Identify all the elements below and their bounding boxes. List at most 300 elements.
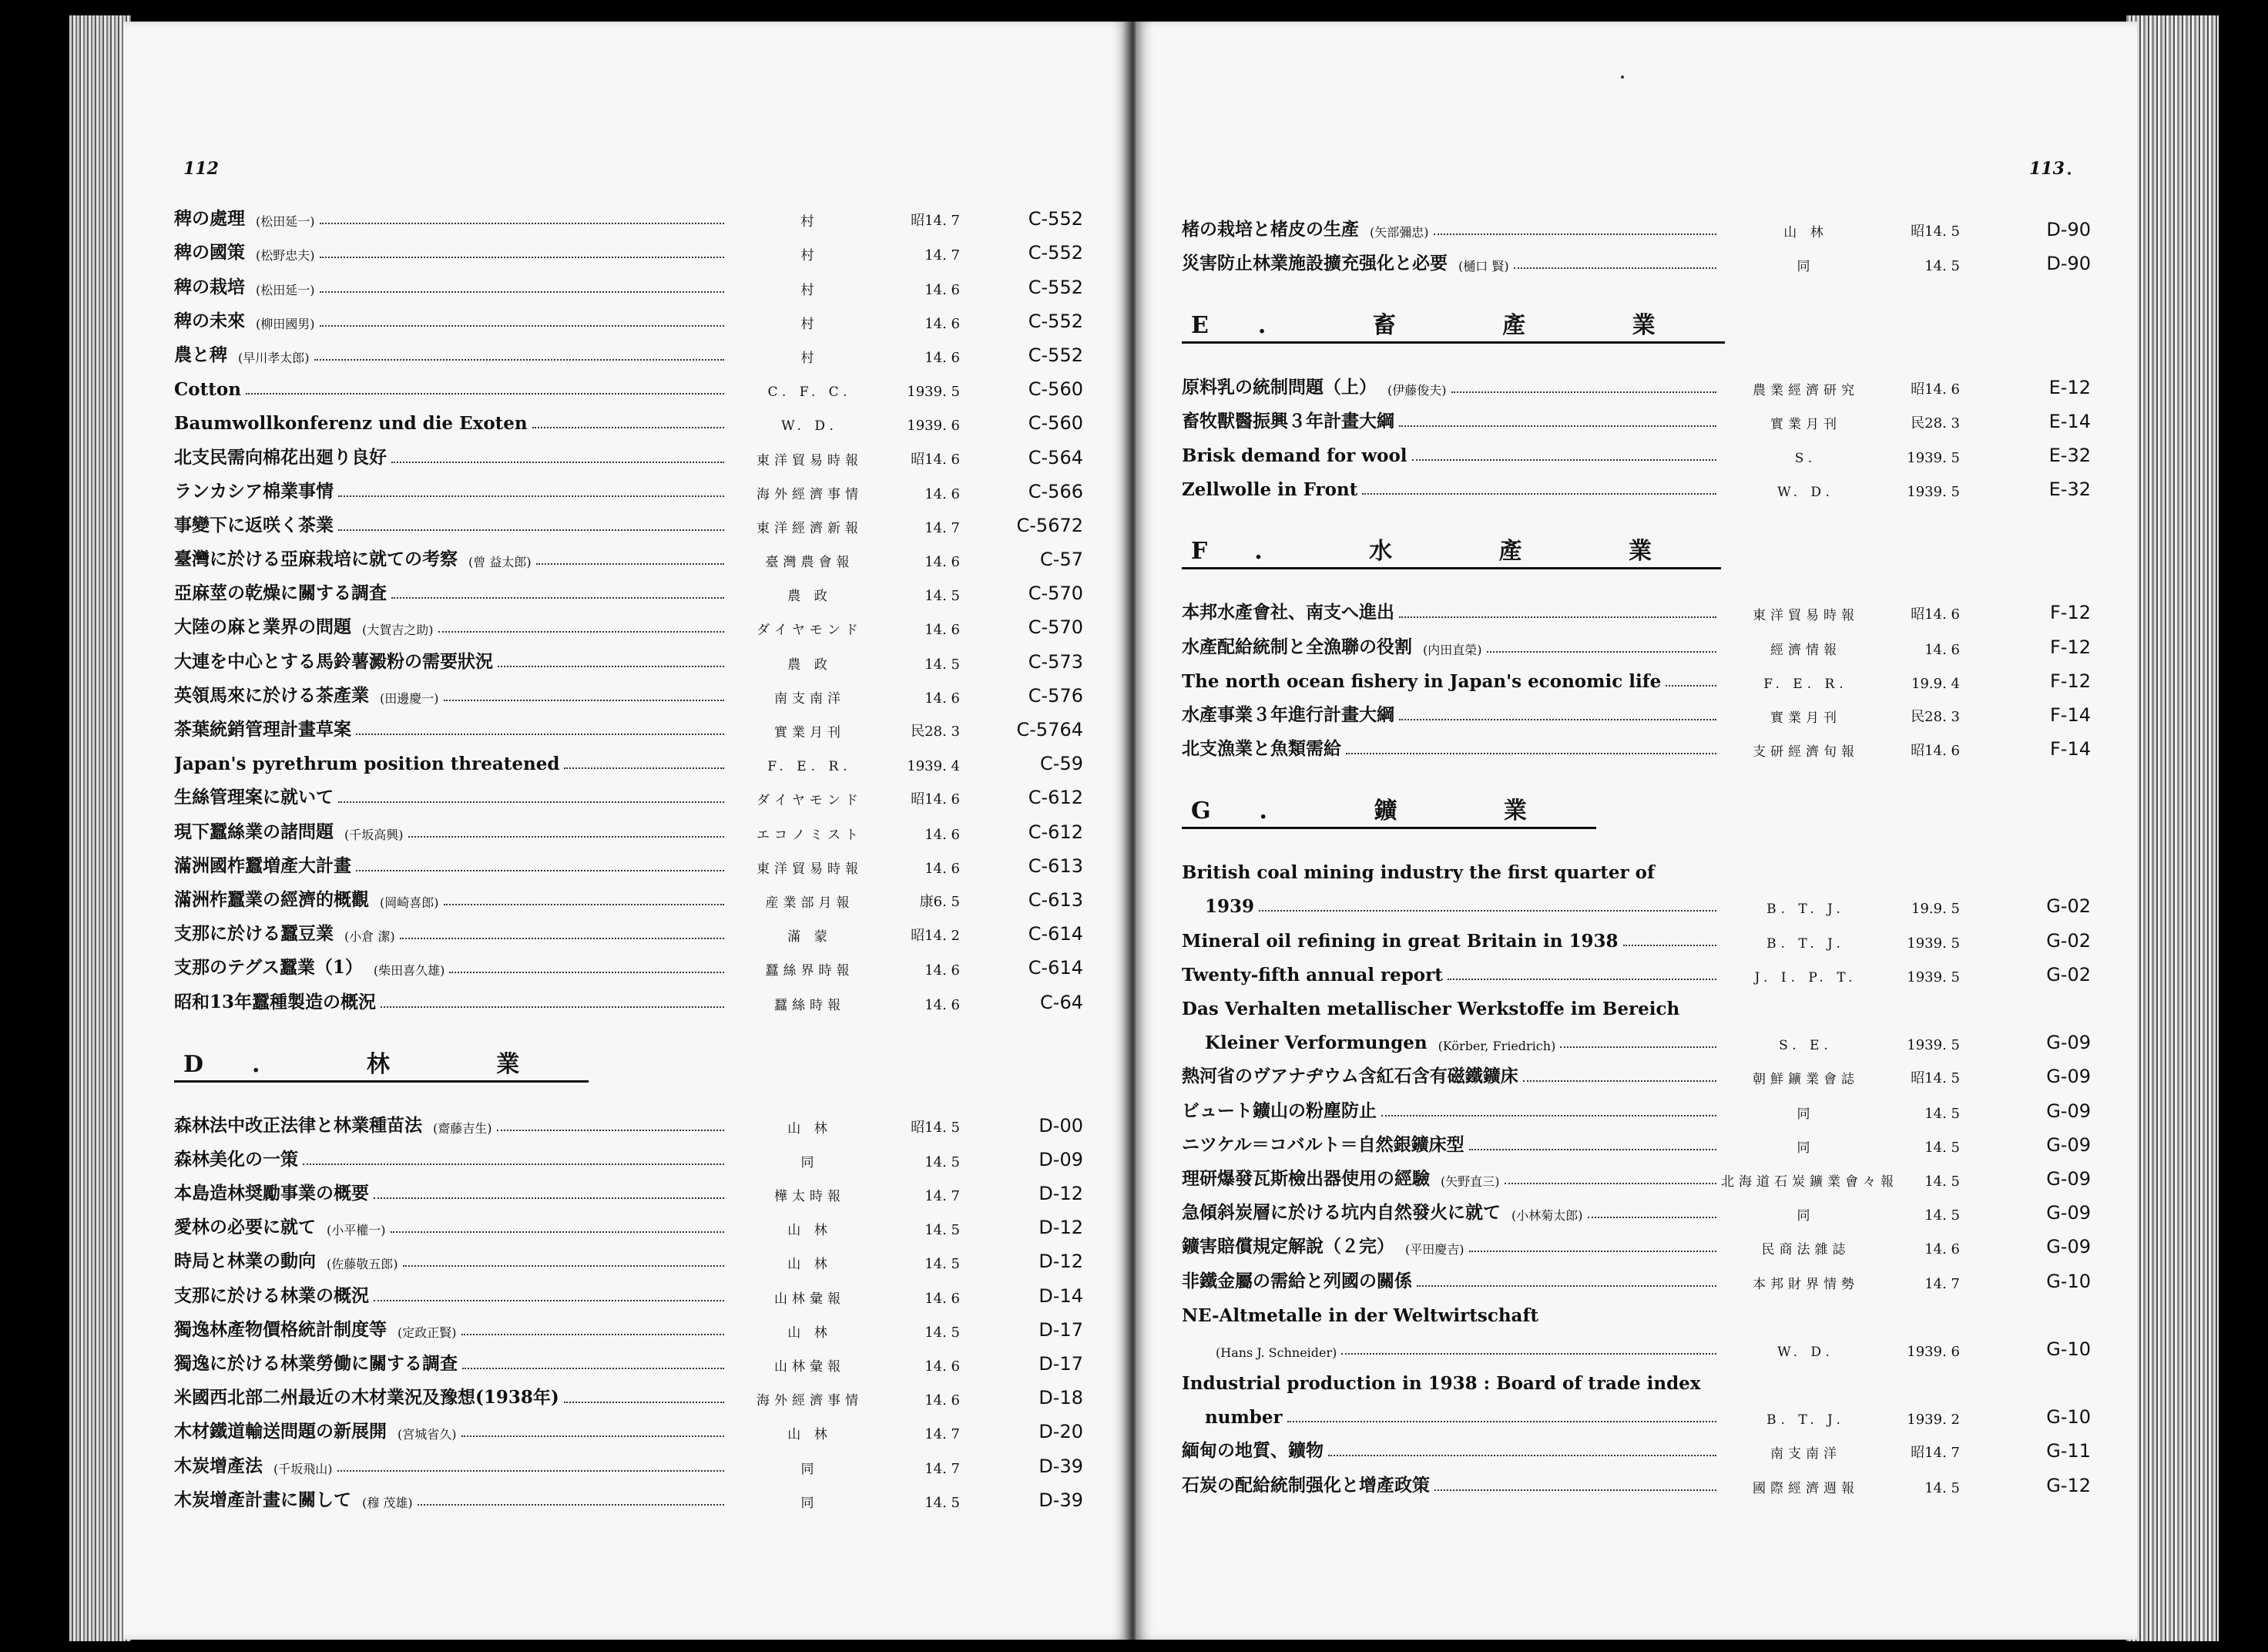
leader-dots bbox=[1341, 1352, 1716, 1355]
entry-title: 理研爆發瓦斯檢出器使用の經驗 bbox=[1182, 1167, 1430, 1189]
entry-title: 熱河省のヴアナヂウム含紅石含有磁鐵鑛床 bbox=[1182, 1066, 1518, 1087]
entry-title-cell bbox=[174, 1145, 729, 1170]
leader-dots bbox=[1399, 425, 1716, 427]
entry-source: 農業經濟研究 bbox=[1753, 382, 1859, 398]
entry-source: 東洋貿易時報 bbox=[1753, 608, 1859, 624]
section-heading bbox=[1182, 500, 2106, 574]
index-entry-row bbox=[174, 1272, 1095, 1306]
entry-title-cell bbox=[174, 851, 729, 877]
index-entry-row bbox=[174, 979, 1095, 1012]
entry-date: 14. 6 bbox=[924, 554, 960, 571]
entry-code: D-00 bbox=[1038, 1114, 1083, 1137]
entry-source: 國際經濟週報 bbox=[1753, 1480, 1859, 1496]
index-entry-row bbox=[174, 196, 1095, 230]
entry-date: 14. 6 bbox=[924, 996, 960, 1013]
entry-title-cell bbox=[174, 1383, 729, 1409]
entry-source: 農 政 bbox=[787, 656, 832, 673]
index-entry-row bbox=[1182, 1257, 2106, 1291]
index-entry-row bbox=[174, 1238, 1095, 1272]
entry-title-cell bbox=[174, 1486, 729, 1511]
left-page bbox=[123, 22, 1129, 1640]
entry-date: 14. 6 bbox=[924, 315, 960, 332]
entry-date: 14. 6 bbox=[924, 826, 960, 843]
entry-title-cell bbox=[174, 1281, 729, 1307]
entry-title: 大連を中心とする馬鈴薯澱粉の需要狀況 bbox=[174, 650, 493, 672]
entry-source: S. E. bbox=[1779, 1038, 1833, 1054]
entry-title-cell bbox=[174, 511, 729, 536]
leader-dots bbox=[320, 256, 725, 258]
entry-source: 同 bbox=[1797, 259, 1815, 275]
leader-dots bbox=[1487, 650, 1717, 653]
entry-code: D-20 bbox=[1038, 1421, 1083, 1443]
entry-code: D-09 bbox=[1038, 1148, 1083, 1170]
entry-date: 14. 5 bbox=[924, 656, 960, 673]
section-heading bbox=[1182, 760, 2106, 834]
entry-title: 原料乳の統制問題（上） bbox=[1182, 376, 1377, 398]
left-page-edges bbox=[69, 15, 131, 1641]
entry-date: 14. 6 bbox=[924, 1290, 960, 1307]
entry-source: 村 bbox=[800, 214, 819, 230]
index-entry-row bbox=[1182, 466, 2106, 500]
entry-source: 民商法雜誌 bbox=[1761, 1242, 1850, 1258]
leader-dots bbox=[1381, 1114, 1716, 1116]
entry-title-cell bbox=[1182, 1471, 1721, 1496]
section-heading bbox=[174, 1013, 1095, 1087]
entry-code: G-09 bbox=[2046, 1133, 2091, 1156]
entry-source: 樺太時報 bbox=[774, 1189, 845, 1205]
entry-source: 東洋貿易時報 bbox=[757, 861, 863, 877]
entry-source: 同 bbox=[1797, 1140, 1815, 1156]
leader-dots bbox=[338, 495, 724, 497]
entry-code: G-09 bbox=[2046, 1236, 2091, 1258]
entry-code: G-10 bbox=[2046, 1338, 2091, 1360]
entry-title: 木炭增產計畫に關して bbox=[174, 1489, 351, 1510]
entry-code: D-39 bbox=[1038, 1455, 1083, 1477]
entry-date: 14. 6 bbox=[924, 281, 960, 298]
entry-code: C-5672 bbox=[1016, 514, 1083, 536]
entry-author: (小平權一) bbox=[327, 1223, 386, 1238]
section-spacer bbox=[1182, 348, 2106, 364]
entry-title: Cotton bbox=[174, 379, 241, 401]
entry-source: 東洋經濟新報 bbox=[757, 520, 863, 536]
entry-date: 14. 6 bbox=[924, 622, 960, 639]
index-entry-row bbox=[174, 536, 1095, 570]
entry-title: 北支民需向棉花出廻り良好 bbox=[174, 446, 387, 468]
leader-dots bbox=[564, 767, 724, 769]
entry-code: D-12 bbox=[1038, 1251, 1083, 1273]
entry-source: 北海道石炭鑛業會々報 bbox=[1721, 1174, 1898, 1190]
index-entry-row bbox=[174, 1341, 1095, 1375]
index-entry-row bbox=[174, 1409, 1095, 1442]
entry-code: C-613 bbox=[1028, 888, 1083, 911]
leader-dots bbox=[320, 290, 725, 293]
entry-source: 村 bbox=[800, 248, 819, 264]
leader-dots bbox=[498, 665, 724, 667]
entry-date: 14. 5 bbox=[1924, 1173, 1960, 1190]
entry-date: 14. 5 bbox=[924, 1256, 960, 1273]
entry-title-cell bbox=[174, 273, 729, 298]
entry-title-cell bbox=[1182, 671, 1721, 692]
index-entry-row bbox=[1182, 1156, 2106, 1190]
entry-source: 海外經濟事情 bbox=[757, 1393, 863, 1409]
entry-code: C-612 bbox=[1028, 821, 1083, 843]
entry-date: 14. 5 bbox=[1924, 1105, 1960, 1122]
entry-title: 獨逸に於ける林業勞働に關する調查 bbox=[174, 1353, 458, 1374]
entry-code: D-17 bbox=[1038, 1318, 1083, 1341]
entry-title-cell bbox=[1182, 445, 1721, 466]
index-entry-row bbox=[1182, 985, 2106, 1019]
entry-title-cell bbox=[174, 1213, 729, 1238]
entry-date: 民28. 3 bbox=[1911, 708, 1960, 725]
leader-dots bbox=[449, 971, 724, 973]
entry-title: 稗の國策 bbox=[174, 242, 245, 264]
index-entry-row bbox=[1182, 1462, 2106, 1496]
entry-title: 災害防止林業施設擴充强化と必要 bbox=[1182, 253, 1448, 274]
index-entry-row bbox=[1182, 1360, 2106, 1394]
entry-source: 村 bbox=[800, 282, 819, 298]
entry-title: ビュート鑛山の粉塵防止 bbox=[1182, 1100, 1377, 1121]
entry-title-cell bbox=[1182, 1198, 1721, 1224]
entry-date: 昭14. 7 bbox=[911, 213, 960, 230]
index-entry-row bbox=[174, 877, 1095, 911]
section-heading-text: F. 水 產 業 bbox=[1182, 532, 1721, 569]
entry-source: 南支南洋 bbox=[774, 690, 845, 707]
entry-date: 1939. 5 bbox=[1907, 484, 1960, 501]
entry-source: W. D. bbox=[1777, 1344, 1834, 1360]
entry-code: G-02 bbox=[2046, 929, 2091, 952]
index-entry-row bbox=[1182, 692, 2106, 726]
entry-source: ダイヤモンド bbox=[757, 793, 863, 809]
leader-dots bbox=[1514, 267, 1716, 269]
entry-title: 稗の未來 bbox=[174, 310, 245, 331]
entry-author: (宮城省久) bbox=[398, 1427, 457, 1442]
leader-dots bbox=[1469, 1148, 1716, 1150]
entry-title: 森林法中改正法律と林業種苗法 bbox=[174, 1114, 422, 1136]
entry-date: 昭14. 6 bbox=[911, 791, 960, 808]
entry-date: 14. 6 bbox=[924, 690, 960, 707]
entry-title: Industrial production in 1938 : Board of trade index bbox=[1182, 1373, 1701, 1395]
entry-date: 14. 7 bbox=[924, 247, 960, 264]
entry-date: 14. 7 bbox=[924, 1188, 960, 1205]
entry-title: Mineral oil refining in great Britain in 1938 bbox=[1182, 930, 1619, 952]
leader-dots bbox=[1523, 1080, 1716, 1082]
entry-author: (佐藤敬五郎) bbox=[327, 1257, 398, 1272]
entry-source: 實業月刊 bbox=[774, 725, 845, 740]
index-entry-row bbox=[174, 1477, 1095, 1511]
entry-code: G-09 bbox=[2046, 1032, 2091, 1054]
entry-author: (内田直榮) bbox=[1423, 642, 1482, 657]
entry-date: 14. 5 bbox=[924, 1494, 960, 1511]
entry-title: 木材鐵道輸送問題の新展開 bbox=[174, 1421, 387, 1442]
entry-code: G-02 bbox=[2046, 895, 2091, 918]
entry-source: 支研經濟旬報 bbox=[1753, 744, 1859, 761]
entry-title-cell bbox=[1182, 1164, 1721, 1190]
leader-dots bbox=[1434, 233, 1717, 235]
entry-title: 時局と林業の動向 bbox=[174, 1251, 316, 1272]
entry-title-cell bbox=[174, 754, 729, 774]
section-heading bbox=[1182, 274, 2106, 348]
index-entry-row bbox=[174, 332, 1095, 366]
entry-title: 稗の處理 bbox=[174, 208, 245, 230]
right-index-list bbox=[1182, 206, 2106, 1496]
entry-title-cell bbox=[174, 1247, 729, 1272]
entry-code: G-10 bbox=[2046, 1270, 2091, 1292]
leader-dots bbox=[564, 1401, 724, 1403]
entry-title-cell bbox=[1182, 479, 1721, 500]
index-entry-row bbox=[1182, 952, 2106, 985]
entry-title-cell bbox=[1182, 633, 1721, 658]
leader-dots bbox=[532, 426, 724, 428]
index-entry-row bbox=[174, 502, 1095, 536]
entry-code: C-552 bbox=[1028, 242, 1083, 264]
entry-code: D-17 bbox=[1038, 1353, 1083, 1375]
index-entry-row bbox=[1182, 883, 2106, 917]
entry-date: 14. 5 bbox=[1924, 1479, 1960, 1496]
entry-author: (平田慶吉) bbox=[1405, 1242, 1464, 1257]
leader-dots bbox=[461, 1435, 725, 1437]
entry-code: C-612 bbox=[1028, 787, 1083, 809]
entry-date: 1939. 5 bbox=[1907, 969, 1960, 985]
entry-title-cell bbox=[1182, 1062, 1721, 1087]
leader-dots bbox=[400, 937, 724, 939]
entry-title-cell bbox=[1182, 249, 1721, 274]
entry-title: 農と稗 bbox=[174, 344, 227, 365]
entry-code: G-09 bbox=[2046, 1100, 2091, 1122]
entry-author: (矢野直三) bbox=[1441, 1174, 1500, 1189]
entry-code: E-12 bbox=[2048, 376, 2091, 398]
entry-date: 14. 5 bbox=[924, 1324, 960, 1341]
entry-author: (Hans J. Schneider) bbox=[1216, 1345, 1337, 1360]
entry-code: D-14 bbox=[1038, 1284, 1083, 1307]
right-page bbox=[1136, 22, 2137, 1640]
entry-title-cell bbox=[174, 647, 729, 673]
entry-author: (大賀吉之助) bbox=[362, 623, 434, 638]
index-entry-row bbox=[174, 1204, 1095, 1238]
leader-dots bbox=[444, 699, 725, 701]
entry-title: Zellwolle in Front bbox=[1182, 479, 1358, 501]
leader-dots bbox=[536, 562, 724, 565]
entry-title: 木炭增產法 bbox=[174, 1455, 263, 1476]
leader-dots bbox=[1362, 492, 1716, 495]
ink-speck bbox=[1621, 76, 1624, 79]
entry-date: 昭14. 7 bbox=[1911, 1445, 1960, 1462]
leader-dots bbox=[246, 392, 724, 395]
index-entry-row bbox=[1182, 849, 2106, 883]
leader-dots bbox=[314, 358, 725, 361]
index-entry-row bbox=[1182, 1428, 2106, 1462]
entry-source: ダイヤモンド bbox=[757, 623, 863, 639]
entry-author: (小倉 潔) bbox=[344, 929, 395, 945]
leader-dots bbox=[381, 1006, 724, 1008]
entry-author: (矢部彌忠) bbox=[1370, 225, 1429, 240]
entry-title-cell bbox=[1182, 1407, 1721, 1428]
index-entry-row bbox=[1182, 1292, 2106, 1326]
entry-code: G-10 bbox=[2046, 1406, 2091, 1429]
entry-title: Baumwollkonferenz und die Exoten bbox=[174, 413, 528, 435]
entry-title: Brisk demand for wool bbox=[1182, 445, 1407, 466]
entry-date: 19.9. 4 bbox=[1911, 675, 1960, 692]
entry-source: 朝鮮鑛業會誌 bbox=[1753, 1072, 1859, 1088]
index-entry-row bbox=[174, 298, 1095, 332]
index-entry-row bbox=[174, 264, 1095, 297]
entry-title: 支那に於ける林業の概況 bbox=[174, 1284, 369, 1306]
entry-date: 民28. 3 bbox=[911, 724, 960, 740]
entry-date: 14. 7 bbox=[924, 1426, 960, 1443]
entry-title-cell bbox=[174, 783, 729, 808]
entry-title: ニツケル＝コバルト＝自然銀鑛床型 bbox=[1182, 1133, 1464, 1155]
entry-source: 東洋貿易時報 bbox=[757, 452, 863, 468]
entry-title: number bbox=[1205, 1407, 1283, 1429]
entry-source: 村 bbox=[800, 350, 819, 366]
leader-dots bbox=[320, 222, 725, 224]
entry-title: 事變下に返咲く茶業 bbox=[174, 514, 334, 536]
entry-author: (早川孝太郎) bbox=[238, 350, 310, 365]
entry-source: C. F. C. bbox=[767, 384, 852, 401]
index-entry-row bbox=[174, 774, 1095, 808]
entry-source: 山 林 bbox=[787, 1427, 832, 1443]
leader-dots bbox=[338, 801, 724, 803]
index-entry-row bbox=[1182, 1087, 2106, 1121]
entry-code: C-576 bbox=[1028, 684, 1083, 707]
entry-title-cell bbox=[1182, 862, 1721, 883]
entry-source: 南支南洋 bbox=[1770, 1446, 1841, 1462]
entry-source: 山 林 bbox=[1783, 225, 1828, 241]
entry-source: 農 政 bbox=[787, 589, 832, 605]
index-entry-row bbox=[174, 1137, 1095, 1170]
index-entry-row bbox=[174, 468, 1095, 502]
entry-source: 同 bbox=[1797, 1208, 1815, 1224]
index-entry-row bbox=[1182, 1122, 2106, 1156]
entry-date: 14. 5 bbox=[924, 1153, 960, 1170]
index-entry-row bbox=[174, 1442, 1095, 1476]
entry-title: 森林美化の一策 bbox=[174, 1148, 298, 1170]
entry-code: C-573 bbox=[1028, 650, 1083, 673]
entry-title-cell bbox=[174, 613, 729, 638]
entry-date: 14. 5 bbox=[1924, 1139, 1960, 1156]
entry-title: 昭和13年蠶種製造の概況 bbox=[174, 991, 377, 1012]
leader-dots bbox=[462, 1367, 724, 1369]
entry-title: 非鐵金屬の需給と列國の關係 bbox=[1182, 1270, 1412, 1291]
entry-code: C-57 bbox=[1040, 549, 1083, 571]
entry-title: 急傾斜炭層に於ける坑内自然發火に就て bbox=[1182, 1202, 1501, 1224]
entry-date: 14. 5 bbox=[1924, 1207, 1960, 1224]
index-entry-row bbox=[1182, 1190, 2106, 1224]
entry-code: C-552 bbox=[1028, 344, 1083, 366]
entry-source: 産業部月報 bbox=[765, 895, 854, 911]
entry-code: C-614 bbox=[1028, 957, 1083, 979]
index-entry-row bbox=[1182, 206, 2106, 240]
entry-title-cell bbox=[1182, 598, 1721, 623]
index-entry-row bbox=[1182, 917, 2106, 951]
index-entry-row bbox=[1182, 364, 2106, 398]
leader-dots bbox=[1588, 1216, 1717, 1218]
entry-title-cell bbox=[174, 379, 729, 400]
entry-code: C-560 bbox=[1028, 378, 1083, 401]
leader-dots bbox=[444, 903, 725, 905]
entry-source: J. I. P. T. bbox=[1754, 969, 1857, 985]
entry-title-cell bbox=[1182, 407, 1721, 432]
leader-dots bbox=[497, 1129, 725, 1131]
entry-source: 山 林 bbox=[787, 1325, 832, 1341]
entry-source: B. T. J. bbox=[1766, 902, 1845, 918]
entry-date: 康6. 5 bbox=[919, 893, 960, 910]
entry-source: S. bbox=[1794, 450, 1817, 466]
entry-title-cell bbox=[174, 1179, 729, 1204]
index-entry-row bbox=[174, 366, 1095, 400]
index-entry-row bbox=[174, 1103, 1095, 1137]
entry-author: (岡崎喜郎) bbox=[380, 895, 439, 910]
entry-source: 村 bbox=[800, 316, 819, 332]
leader-dots bbox=[374, 1299, 724, 1301]
entry-source: F. E. R. bbox=[767, 759, 852, 775]
entry-date: 1939. 6 bbox=[907, 418, 960, 435]
entry-date: 昭14. 5 bbox=[1911, 223, 1960, 240]
entry-date: 1939. 5 bbox=[907, 384, 960, 401]
entry-title-cell bbox=[174, 545, 729, 570]
leader-dots bbox=[1469, 1250, 1717, 1252]
entry-title-cell bbox=[1182, 999, 1721, 1019]
leader-dots bbox=[1259, 909, 1716, 912]
index-entry-row bbox=[174, 945, 1095, 979]
entry-author: (定政正賢) bbox=[398, 1325, 457, 1340]
entry-title: 本邦水產會社、南支へ進出 bbox=[1182, 602, 1394, 623]
index-entry-row bbox=[174, 673, 1095, 707]
entry-date: 1939. 4 bbox=[907, 758, 960, 775]
entry-title-cell bbox=[1182, 373, 1721, 398]
entry-date: 1939. 5 bbox=[1907, 935, 1960, 952]
entry-title: NE-Altmetalle in der Weltwirtschaft bbox=[1182, 1304, 1538, 1326]
entry-code: D-90 bbox=[2046, 219, 2091, 241]
entry-source: 同 bbox=[1797, 1106, 1815, 1122]
entry-title: 水產事業３年進行計畫大綱 bbox=[1182, 703, 1394, 725]
entry-title-cell bbox=[1182, 1232, 1721, 1257]
index-entry-row bbox=[1182, 432, 2106, 466]
entry-source: 山林彙報 bbox=[774, 1291, 845, 1307]
index-entry-row bbox=[174, 843, 1095, 877]
entry-source: 實業月刊 bbox=[1770, 416, 1841, 432]
entry-title: ランカシア棉業事情 bbox=[174, 480, 334, 502]
entry-code: C-614 bbox=[1028, 923, 1083, 945]
entry-source: 山 林 bbox=[787, 1257, 832, 1273]
leader-dots bbox=[391, 596, 724, 599]
entry-title: Twenty-fifth annual report bbox=[1182, 964, 1443, 985]
entry-date: 14. 7 bbox=[1924, 1275, 1960, 1292]
section-heading-text: G. 鑛 業 bbox=[1182, 791, 1596, 829]
index-entry-row bbox=[1182, 1053, 2106, 1087]
index-entry-row bbox=[1182, 1394, 2106, 1428]
entry-author: (千坂高興) bbox=[344, 827, 404, 842]
entry-date: 14. 6 bbox=[924, 349, 960, 366]
entry-title: 畜牧獸醫振興３年計畫大綱 bbox=[1182, 410, 1394, 431]
entry-title-cell bbox=[174, 1349, 729, 1375]
index-entry-row bbox=[174, 1375, 1095, 1409]
leader-dots bbox=[1399, 616, 1716, 618]
entry-title: 亞麻莖の乾燥に關する調査 bbox=[174, 583, 387, 604]
entry-code: F-14 bbox=[2049, 738, 2091, 761]
leader-dots bbox=[1328, 1454, 1716, 1456]
entry-date: 昭14. 6 bbox=[1911, 743, 1960, 760]
right-page-edges bbox=[2126, 15, 2219, 1641]
entry-title-cell bbox=[174, 1417, 729, 1442]
entry-title-cell bbox=[174, 1452, 729, 1477]
leader-dots bbox=[391, 1231, 725, 1233]
entry-source: 海外經濟事情 bbox=[757, 486, 863, 502]
leader-dots bbox=[1448, 978, 1716, 980]
entry-title: 北支漁業と魚類需給 bbox=[1182, 738, 1341, 760]
entry-title: 臺灣に於ける亞麻栽培に就ての考察 bbox=[174, 549, 458, 570]
index-entry-row bbox=[1182, 1224, 2106, 1257]
entry-title-cell bbox=[174, 413, 729, 434]
